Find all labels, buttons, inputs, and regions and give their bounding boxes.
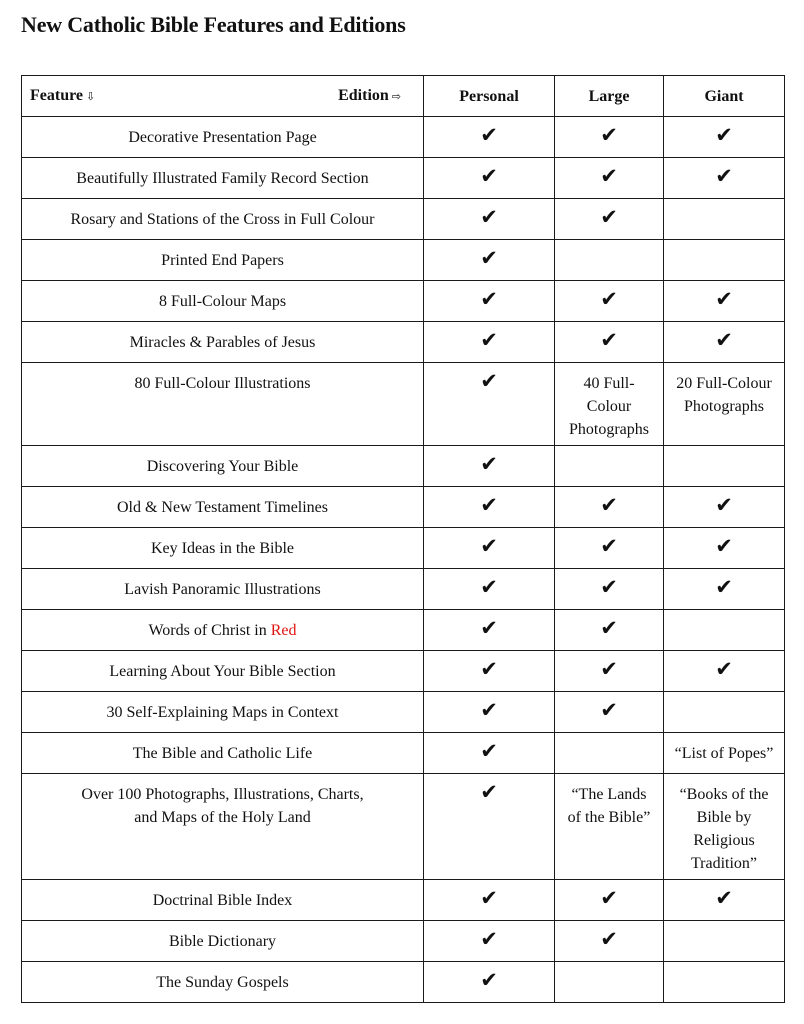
feature-name: Lavish Panoramic Illustrations	[124, 581, 321, 598]
feature-name: Old & New Testament Timelines	[116, 499, 329, 516]
edition-note: “Books of the Bible by Religious Tradition”	[679, 786, 769, 872]
edition-cell-personal	[424, 240, 555, 281]
features-table	[21, 75, 785, 1003]
edition-cell-personal	[424, 363, 555, 446]
check-icon: ✔	[480, 493, 498, 517]
edition-cell-large	[555, 921, 664, 962]
edition-cell-giant	[664, 962, 785, 1003]
check-icon: ✔	[600, 287, 618, 311]
edition-cell-large	[555, 610, 664, 651]
edition-note: “The Lands of the Bible”	[567, 786, 651, 826]
feature-name-line1: Over 100 Photographs, Illustrations, Charts,	[81, 786, 364, 803]
edition-cell-giant	[664, 281, 785, 322]
check-icon: ✔	[480, 927, 498, 951]
edition-cell-giant	[664, 774, 785, 880]
check-icon: ✔	[480, 452, 498, 476]
table-row	[22, 158, 785, 199]
feature-name: 30 Self-Explaining Maps in Context	[106, 704, 339, 721]
edition-cell-personal	[424, 880, 555, 921]
edition-cell-giant	[664, 363, 785, 446]
table-row	[22, 281, 785, 322]
edition-cell-large	[555, 240, 664, 281]
feature-cell	[22, 880, 424, 921]
edition-cell-giant	[664, 446, 785, 487]
feature-header	[30, 84, 95, 108]
column-header-giant: Giant	[664, 76, 785, 117]
edition-cell-giant	[664, 880, 785, 921]
check-icon: ✔	[600, 534, 618, 558]
check-icon: ✔	[480, 886, 498, 910]
edition-cell-large	[555, 281, 664, 322]
feature-name: Discovering Your Bible	[146, 458, 299, 475]
edition-cell-personal	[424, 610, 555, 651]
feature-cell	[22, 117, 424, 158]
table-row	[22, 117, 785, 158]
check-icon: ✔	[480, 328, 498, 352]
feature-cell	[22, 158, 424, 199]
feature-name: Learning About Your Bible Section	[109, 663, 336, 680]
check-icon: ✔	[480, 287, 498, 311]
feature-name: Rosary and Stations of the Cross in Full Colour	[70, 211, 375, 228]
edition-cell-personal	[424, 962, 555, 1003]
page-title: New Catholic Bible Features and Editions	[21, 12, 406, 37]
edition-cell-large	[555, 363, 664, 446]
edition-cell-large	[555, 487, 664, 528]
header-feature-edition	[22, 76, 424, 117]
check-icon: ✔	[600, 164, 618, 188]
edition-cell-giant	[664, 528, 785, 569]
feature-cell	[22, 322, 424, 363]
table-row	[22, 962, 785, 1003]
check-icon: ✔	[715, 886, 733, 910]
edition-cell-personal	[424, 322, 555, 363]
edition-cell-giant	[664, 692, 785, 733]
check-icon: ✔	[600, 493, 618, 517]
feature-cell	[22, 281, 424, 322]
edition-cell-personal	[424, 446, 555, 487]
feature-cell	[22, 921, 424, 962]
check-icon: ✔	[715, 328, 733, 352]
feature-cell	[22, 363, 424, 446]
edition-header-label: Edition	[338, 87, 389, 104]
feature-name-line2: and Maps of the Holy Land	[134, 809, 311, 826]
edition-note: 40 Full-Colour Photographs	[569, 375, 649, 438]
check-icon: ✔	[715, 164, 733, 188]
check-icon: ✔	[480, 616, 498, 640]
edition-cell-personal	[424, 774, 555, 880]
feature-cell	[22, 774, 424, 880]
edition-cell-personal	[424, 733, 555, 774]
table-row	[22, 487, 785, 528]
feature-cell	[22, 528, 424, 569]
edition-cell-giant	[664, 158, 785, 199]
check-icon: ✔	[600, 205, 618, 229]
feature-cell	[22, 487, 424, 528]
check-icon: ✔	[480, 968, 498, 992]
edition-cell-personal	[424, 281, 555, 322]
edition-cell-giant	[664, 921, 785, 962]
feature-cell	[22, 199, 424, 240]
feature-name: 80 Full-Colour Illustrations	[134, 375, 311, 392]
edition-cell-large	[555, 322, 664, 363]
feature-name-prefix: Words of Christ in	[148, 622, 271, 639]
feature-name: 8 Full-Colour Maps	[158, 293, 287, 310]
edition-cell-personal	[424, 569, 555, 610]
feature-name: Beautifully Illustrated Family Record Section	[76, 170, 369, 187]
table-row	[22, 733, 785, 774]
edition-cell-personal	[424, 528, 555, 569]
down-arrow-icon: ⇩	[86, 90, 96, 103]
edition-cell-large	[555, 774, 664, 880]
edition-note: “List of Popes”	[674, 745, 774, 762]
feature-name: Bible Dictionary	[168, 933, 277, 950]
check-icon: ✔	[600, 616, 618, 640]
table-row	[22, 651, 785, 692]
check-icon: ✔	[480, 369, 498, 393]
edition-cell-giant	[664, 199, 785, 240]
column-header-large: Large	[555, 76, 664, 117]
feature-name	[81, 774, 363, 829]
edition-cell-large	[555, 446, 664, 487]
edition-cell-giant	[664, 240, 785, 281]
check-icon: ✔	[600, 886, 618, 910]
edition-cell-giant	[664, 651, 785, 692]
table-header-row	[22, 76, 785, 117]
column-header-personal: Personal	[424, 76, 555, 117]
check-icon: ✔	[480, 123, 498, 147]
edition-cell-large	[555, 528, 664, 569]
edition-header	[338, 84, 401, 108]
check-icon: ✔	[480, 657, 498, 681]
edition-note: 20 Full-Colour Photographs	[676, 375, 772, 415]
edition-cell-giant	[664, 569, 785, 610]
edition-cell-large	[555, 569, 664, 610]
feature-name-highlight: Red	[270, 622, 297, 639]
table-row	[22, 921, 785, 962]
edition-cell-large	[555, 158, 664, 199]
feature-name: The Sunday Gospels	[156, 974, 289, 991]
edition-cell-large	[555, 962, 664, 1003]
feature-cell	[22, 569, 424, 610]
check-icon: ✔	[480, 739, 498, 763]
check-icon: ✔	[600, 657, 618, 681]
check-icon: ✔	[480, 164, 498, 188]
check-icon: ✔	[715, 287, 733, 311]
table-row	[22, 240, 785, 281]
edition-cell-personal	[424, 158, 555, 199]
edition-cell-personal	[424, 487, 555, 528]
feature-cell	[22, 962, 424, 1003]
check-icon: ✔	[715, 123, 733, 147]
feature-cell	[22, 610, 424, 651]
feature-name: Key Ideas in the Bible	[150, 540, 295, 557]
table-row	[22, 610, 785, 651]
table-row	[22, 363, 785, 446]
check-icon: ✔	[600, 328, 618, 352]
check-icon: ✔	[715, 493, 733, 517]
check-icon: ✔	[480, 780, 498, 804]
edition-cell-large	[555, 199, 664, 240]
edition-cell-large	[555, 733, 664, 774]
table-row	[22, 446, 785, 487]
check-icon: ✔	[715, 657, 733, 681]
check-icon: ✔	[480, 698, 498, 722]
check-icon: ✔	[715, 575, 733, 599]
check-icon: ✔	[600, 698, 618, 722]
edition-cell-personal	[424, 117, 555, 158]
feature-cell	[22, 733, 424, 774]
feature-name: Printed End Papers	[161, 252, 284, 269]
edition-cell-personal	[424, 199, 555, 240]
check-icon: ✔	[715, 534, 733, 558]
edition-cell-personal	[424, 692, 555, 733]
check-icon: ✔	[480, 575, 498, 599]
table-row	[22, 880, 785, 921]
check-icon: ✔	[600, 123, 618, 147]
feature-cell	[22, 446, 424, 487]
edition-cell-giant	[664, 322, 785, 363]
check-icon: ✔	[600, 575, 618, 599]
feature-cell	[22, 692, 424, 733]
check-icon: ✔	[480, 534, 498, 558]
feature-name: Decorative Presentation Page	[128, 129, 317, 146]
edition-cell-large	[555, 692, 664, 733]
table-row	[22, 199, 785, 240]
feature-header-label: Feature	[30, 87, 84, 104]
edition-cell-giant	[664, 733, 785, 774]
edition-cell-giant	[664, 610, 785, 651]
feature-name: The Bible and Catholic Life	[132, 745, 313, 762]
edition-cell-large	[555, 880, 664, 921]
table-row	[22, 528, 785, 569]
table-row	[22, 322, 785, 363]
feature-name	[148, 610, 296, 642]
feature-name: Doctrinal Bible Index	[152, 892, 293, 909]
check-icon: ✔	[600, 927, 618, 951]
check-icon: ✔	[480, 246, 498, 270]
edition-cell-giant	[664, 487, 785, 528]
edition-cell-giant	[664, 117, 785, 158]
feature-cell	[22, 240, 424, 281]
edition-cell-personal	[424, 921, 555, 962]
table-row	[22, 569, 785, 610]
right-arrow-icon: ⇨	[391, 90, 401, 103]
check-icon: ✔	[480, 205, 498, 229]
table-row	[22, 692, 785, 733]
table-row	[22, 774, 785, 880]
edition-cell-personal	[424, 651, 555, 692]
feature-cell	[22, 651, 424, 692]
edition-cell-large	[555, 651, 664, 692]
edition-cell-large	[555, 117, 664, 158]
feature-name: Miracles & Parables of Jesus	[129, 334, 316, 351]
